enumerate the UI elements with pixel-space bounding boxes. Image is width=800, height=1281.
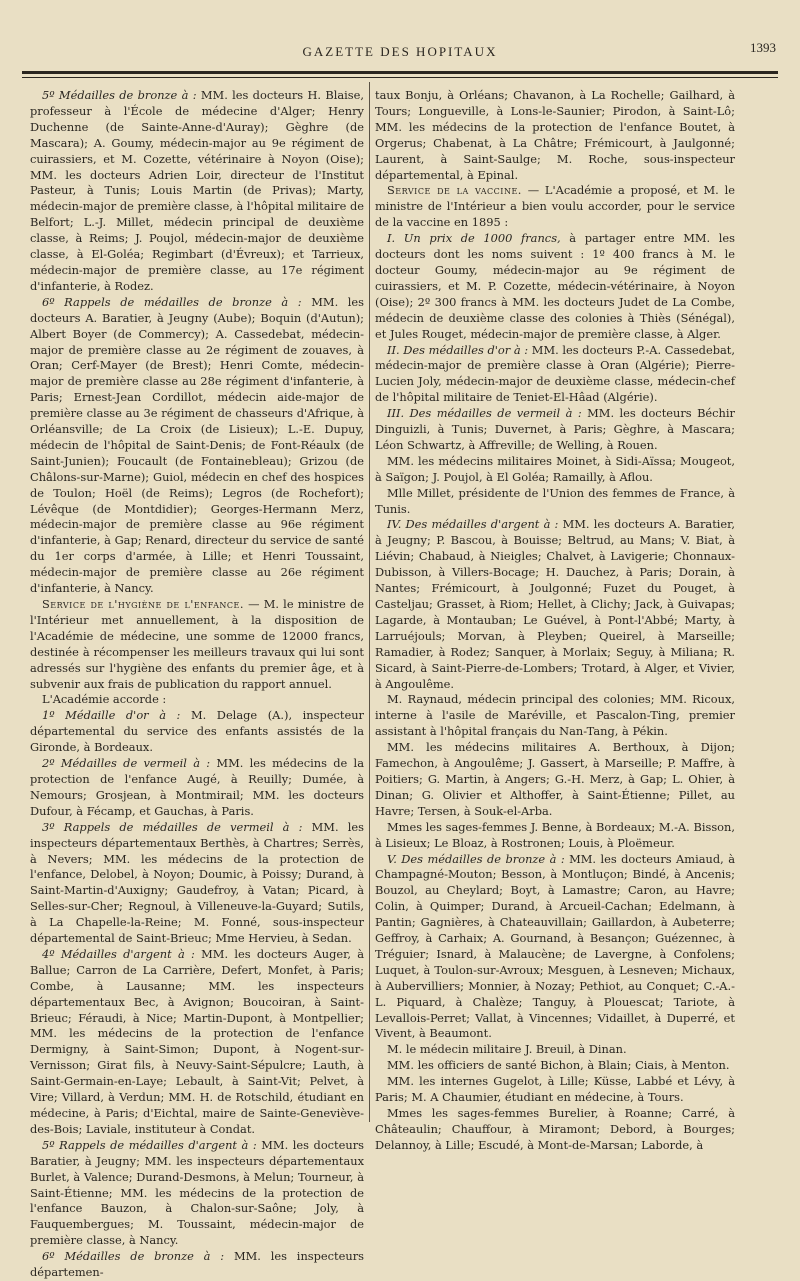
paragraph [375, 406, 735, 454]
paragraph-text: M. Raynaud, médecin principal des colonies; MM. Ricoux, interne à l'asile de Maréville, et Pascalon-Ting, premier assistant à l'hôpital français du Nan-Tang, à Pékin. [375, 692, 735, 739]
paragraph-text: Mmes les sages-femmes Burelier, à Roanne; Carré, à Châteaulin; Chauffour, à Miramont; Debord, à Bourges; Delannoy, à Lille; Escudé, à Mont-de-Marsan; Laborde, à [375, 1106, 735, 1152]
paragraph [375, 1074, 735, 1106]
paragraph-text: MM. les médecins militaires Moinet, à Sidi-Aïssa; Mougeot, à Saïgon; J. Poujol, à El Goléa; Ramailly, à Aflou. [375, 453, 735, 484]
paragraph [375, 517, 735, 692]
paragraph-text: MM. les docteurs Auger, à Ballue; Carron de La Carrière, Defert, Monfet, à Paris; Combe, à Lausanne; MM. les inspecteurs départementaux Bec, à Avignon; Boucoiran, à Saint-Brieuc; Féraudi, à Nice; Martin-Dupont, à Montpellier; MM. les médecins de la protection de l'enfance Dermigny, à Saint-Simon; Dupont, à Nogent-sur-Vernisson; Girat fils, à Neuvy-Saint-Sépulcre; Lauth, à Saint-Germain-en-Laye; Lebault, à Saint-Vit; Pelvet, à Vire; Villard, à Verdun; MM. H. de Rotschild, étudiant en médecine, à Paris; d'Eichtal, maire de Sainte-Geneviève-des-Bois; Laviale, instituteur à Condat. [30, 946, 365, 1136]
paragraph-text: — M. le ministre de l'Intérieur met annuellement, à la disposition de l'Académie de médecine, une somme de 12000 francs, destinée à récompenser les meilleurs travaux qui lui sont adressés sur l'hygiène des enfants du premier âge, et à subvenir aux frais de publication du rapport annuel. [30, 597, 364, 691]
paragraph [30, 708, 364, 756]
left-column [30, 88, 365, 1280]
paragraph-text: MM. les docteurs P.-A. Cassedebat, médecin-major de première classe à Oran (Algérie); Pierre-Lucien Joly, médecin-major de deuxième classe, médecin-chef de l'hôpital militaire de Teniet-El-Hâad (Algérie). [375, 342, 735, 405]
award-label: 6º Médailles de bronze à : [42, 1249, 225, 1264]
paragraph [375, 88, 735, 183]
paragraph-text: MM. les docteurs A. Baratier, à Jeugny (Aube); Boquin (d'Autun); Albert Boyer (de Commercy); A. Cassedebat, médecin-major de première classe au 2e régiment de zouaves, à Oran; Cerf-Mayer (de Brest); Henri Comte, médecin-major de première classe au 28e régiment d'infanterie, à Paris; Ernest-Jean Cordillot, médecin aide-major de première classe au 3e régiment de chasseurs d'Afrique, à Orléansville; de La Croix (de Lisieux); L.-E. Dupuy, médecin de l'hôpital de Saint-Denis; de Font-Réaulx (de Saint-Junien); Foucault (de Fontainebleau); Grizou (de Châlons-sur-Marne); Guiol, médecin en chef des hospices de Toulon; Hoël (de Reims); Legros (de Rochefort); Lévêque (de Montdidier); Georges-Hermann Merz, médecin-major de première classe au 96e régiment d'infanterie, à Gap; Renard, directeur du service de santé du 1er corps d'armée, à Lille; et Henri Toussaint, médecin-major de première classe au 26e régiment d'infanterie, à Nancy. [30, 294, 365, 596]
paragraph [375, 692, 735, 740]
award-label: 5º Médailles de bronze à : [42, 88, 197, 102]
section-heading: Service de l'hygiène de l'enfance. [42, 597, 244, 611]
paragraph-text: M. le médecin militaire J. Breuil, à Dinan. [387, 1042, 627, 1057]
paragraph-text: MM. les officiers de santé Bichon, à Blain; Ciais, à Menton. [387, 1058, 730, 1073]
award-label: 3º Rappels de médailles de vermeil à : [42, 819, 303, 834]
paragraph [30, 1138, 364, 1249]
section-heading: Service de la vaccine. [387, 183, 522, 198]
paragraph-text: MM. les docteurs Baratier, à Jeugny; MM. les inspecteurs départementaux Burlet, à Valence; Durand-Desmons, à Melun; Tourneur, à Saint-Étienne; MM. les médecins de la protection de l'enfance Bauzon, à Chalon-sur-Saône; Joly, à Fauquembergues; M. Toussaint, médecin-major de première classe, à Nancy. [30, 1137, 364, 1248]
paragraph [375, 183, 735, 231]
header-rule-thin [22, 77, 778, 78]
paragraph [375, 820, 735, 852]
right-column [375, 88, 735, 1152]
paragraph [30, 820, 364, 947]
paragraph-text: MM. les docteurs A. Baratier, à Jeugny; P. Bascou, à Bouisse; Beltrud, au Mans; V. Biat, à Liévin; Chabaud, à Nieigles; Chalvet, à Lavigerie; Chonnaux-Dubisson, à Villers-Bocage; H. Dauchez, à Paris; Dorain, à Nantes; Frémicourt, à Joulgonné; Fuzet du Pouget, à Casteljau; Grasset, à Riom; Hellet, à Clichy; Jack, à Guivapas; Lagarde, à Montauban; Le Guével, à Pont-l'Abbé; Marty, à Larruéjouls; Morvan, à Pleyben; Queirel, à Marseille; Ramadier, à Rodez; Sanquer, à Morlaix; Seguy, à Miliana; R. Sicard, à Saint-Pierre-de-Lombers; Trotard, à Alger, et Vivier, à Angoulême. [375, 517, 735, 691]
award-label: II. Des médailles d'or à : [387, 342, 529, 357]
paragraph-text: — L'Académie a proposé, et M. le ministre de l'Intérieur a bien voulu accorder, pour le service de la vaccine en 1895 : [375, 183, 735, 230]
paragraph-text: taux Bonju, à Orléans; Chavanon, à La Rochelle; Gailhard, à Tours; Longueville, à Lons-le-Saunier; Pirodon, à Saint-Lô; MM. les médecins de la protection de l'enfance Boutet, à Orgerus; Chabenat, à La Châtre; Frémicourt, à Jaulgonné; Laurent, à Saint-Saulge; M. Roche, sous-inspecteur départemental, à Epinal. [375, 88, 735, 182]
paragraph [30, 88, 364, 295]
paragraph [30, 295, 364, 597]
paragraph [375, 231, 735, 342]
paragraph-text: MM. les médecins de la protection de l'enfance Augé, à Reuilly; Dumée, à Nemours; Grosjean, à Montmirail; MM. les docteurs Dufour, à Fécamp, et Gauchas, à Paris. [30, 756, 364, 818]
award-label: 6º Rappels de médailles de bronze à : [42, 294, 302, 309]
paragraph [375, 343, 735, 407]
paragraph [30, 1249, 364, 1281]
paragraph [375, 1058, 735, 1074]
paragraph [30, 947, 364, 1138]
paragraph-text: MM. les internes Gugelot, à Lille; Küsse, Labbé et Lévy, à Paris; M. A Chaumier, étudiant en médecine, à Tours. [375, 1074, 735, 1105]
award-label: I. Un prix de 1000 francs, [387, 231, 561, 246]
award-label: III. Des médailles de vermeil à : [387, 406, 582, 421]
paragraph [375, 454, 735, 486]
page-number: 1393 [750, 40, 776, 55]
award-label: 5º Rappels de médailles d'argent à : [42, 1137, 257, 1152]
paragraph-text: MM. les docteurs Béchir Dinguizli, à Tunis; Duvernet, à Paris; Gèghre, à Mascara; Léon Schwartz, à Affreville; de Welling, à Rouen. [375, 406, 735, 452]
award-label: V. Des médailles de bronze à : [387, 851, 565, 866]
paragraph-text: MM. les médecins militaires A. Berthoux, à Dijon; Famechon, à Angoulême; J. Gassert, à Marseille; P. Maffre, à Poitiers; G. Martin, à Angers; G.-H. Merz, à Gap; L. Ohier, à Dinan; G. Olivier et Althoffer, à Saint-Étienne; Pillet, au Havre; Tersen, à Souk-el-Arba. [375, 740, 735, 818]
paragraph [375, 740, 735, 820]
paragraph-text: MM. les docteurs H. Blaise, professeur à l'École de médecine d'Alger; Henry Duchenne (de Sainte-Anne-d'Auray); Gèghre (de Mascara); A. Goumy, médecin-major au 9e régiment de cuirassiers, et M. Cozette, vétérinaire à Noyon (Oise); MM. les docteurs Adrien Loir, directeur de l'Institut Pasteur, à Tunis; Louis Martin (de Privas); Marty, médecin-major de première classe, à l'hôpital militaire de Belfort; L.-J. Millet, médecin principal de deuxième classe, à Reims; J. Poujol, médecin-major de deuxième classe, à El-Goléa; Regimbart (d'Évreux); et Tarrieux, médecin-major de première classe, au 17e régiment d'infanterie, à Rodez. [30, 88, 365, 293]
award-label: 4º Médailles d'argent à : [42, 946, 195, 961]
paragraph-text: M. Delage (A.), inspecteur départemental du service des enfants assistés de la Gironde, à Bordeaux. [30, 708, 364, 755]
paragraph [30, 597, 364, 692]
paragraph-text: Mlle Millet, présidente de l'Union des femmes de France, à Tunis. [375, 485, 735, 516]
paragraph-text: L'Académie accorde : [42, 692, 167, 707]
header-rule-thick [22, 71, 778, 74]
paragraph [30, 692, 364, 708]
paragraph-text: MM. les inspecteurs départementaux Berthès, à Chartres; Serrès, à Nevers; MM. les médecins de la protection de l'enfance, Delobel, à Noyon; Doumic, à Poissy; Durand, à Saint-Martin-d'Auxigny; Gaudefroy, à Vatan; Picard, à Selles-sur-Cher; Regnoul, à Villeneuve-la-Guyard; Sutils, à La Chapelle-la-Reine; M. Fonné, sous-inspecteur départemental de Saint-Brieuc; Mme Hervieu, à Sedan. [30, 819, 364, 946]
award-label: 2º Médailles de vermeil à : [42, 756, 211, 771]
paragraph-text: MM. les inspecteurs départemen- [30, 1249, 364, 1280]
award-label: 1º Médaille d'or à : [42, 708, 181, 723]
paragraph-text: MM. les docteurs Amiaud, à Champagné-Mouton; Besson, à Montluçon; Bindé, à Ancenis; Bouzol, au Cheylard; Boyt, à Lamastre; Caron, au Havre; Colin, à Quimper; Durand, à Arcueil-Cachan; Edelmann, à Pantin; Gagnières, à Chateauvillain; Gaillardon, à Aubeterre; Geffroy, à Carhaix; A. Gournand, à Besançon; Guézennec, à Tréguier; Isnard, à Malaucène; de Lavergne, à Confolens; Luquet, à Toulon-sur-Avroux; Mesguen, à Lesneven; Michaux, à Aubervilliers; Monnier, à Nozay; Pethiot, au Conquet; C.-A.-L. Piquard, à Chalèze; Tanguy, à Plouescat; Tariote, à Levallois-Perret; Vallat, à Vincennes; Vidaillet, à Duperré, et Vivent, à Beaumont. [375, 851, 735, 1041]
paragraph [375, 1042, 735, 1058]
paragraph-text: à partager entre MM. les docteurs dont les noms suivent : 1º 400 francs à M. le docteur Goumy, médecin-major au 9e régiment de cuirassiers, et M. P. Cozette, médecin-vétérinaire, à Noyon (Oise); 2º 300 francs à MM. les docteurs Judet de La Combe, médecin de deuxième classe des colonies à Thiès (Sénégal), et Jules Rouget, médecin-major de première classe, à Alger. [375, 231, 735, 341]
paragraph [375, 852, 735, 1043]
award-label: IV. Des médailles d'argent à : [387, 517, 559, 532]
paragraph [375, 486, 735, 518]
page-title: GAZETTE DES HOPITAUX [302, 44, 498, 59]
page-header [0, 40, 800, 64]
column-divider [369, 82, 370, 1122]
paragraph-text: Mmes les sages-femmes J. Benne, à Bordeaux; M.-A. Bisson, à Lisieux; Le Bloaz, à Rostronen; Louis, à Ploëmeur. [375, 819, 735, 850]
paragraph [375, 1106, 735, 1154]
paragraph [30, 756, 364, 820]
